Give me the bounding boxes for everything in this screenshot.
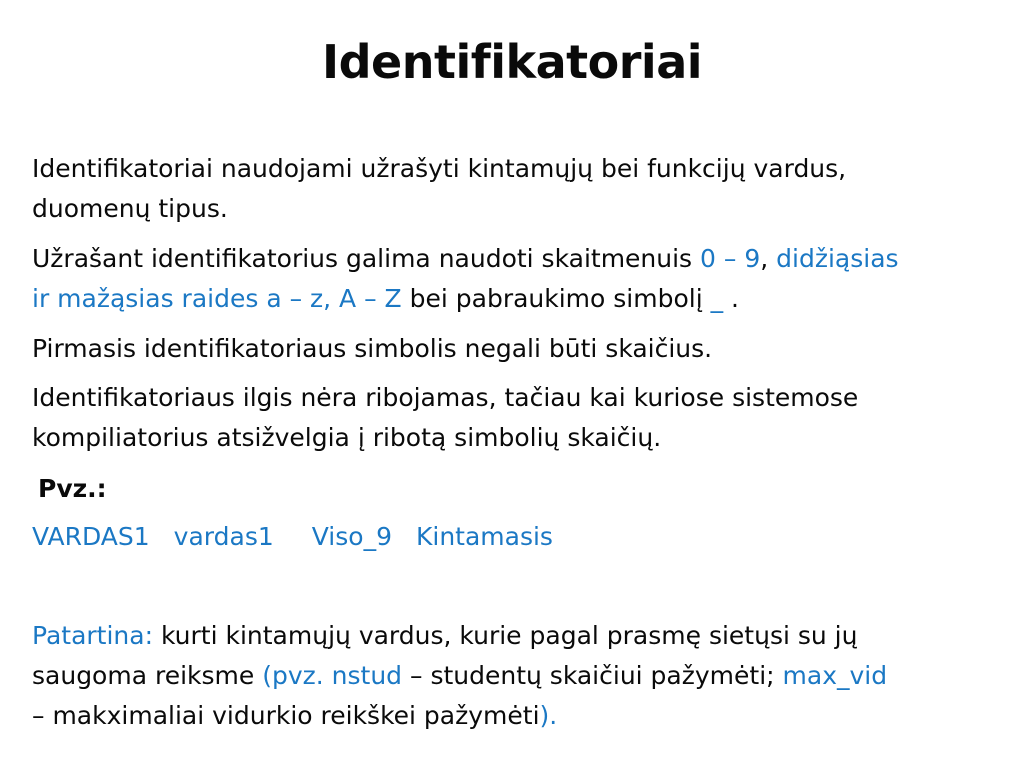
underscore-symbol: _ bbox=[710, 284, 724, 313]
paragraph-allowed-line-2 bbox=[32, 279, 992, 319]
letter-ranges: ir mažąsias raides a – z, A – Z bbox=[32, 284, 402, 313]
advice-text: – makximaliai vidurkio reikškei pažymėti bbox=[32, 701, 540, 730]
allowed-text: Užrašant identifikatorius galima naudoti skaitmenuis bbox=[32, 244, 701, 273]
example-identifier: vardas1 bbox=[173, 522, 274, 551]
paragraph-definition bbox=[32, 149, 992, 229]
paragraph-definition-line-2: duomenų tipus. bbox=[32, 194, 228, 223]
paragraph-advice bbox=[32, 616, 992, 736]
example-label: Pvz.: bbox=[38, 474, 107, 503]
advice-text: kurti kintamųjų vardus, kurie pagal prasmę sietųsi su jų bbox=[153, 621, 858, 650]
underscore-text: bei pabraukimo simbolį bbox=[401, 284, 711, 313]
paragraph-definition-line-1: Identifikatoriai naudojami užrašyti kintamųjų bei funkcijų vardus, bbox=[32, 154, 847, 183]
advice-line-1 bbox=[32, 616, 992, 656]
paragraph-first-symbol-line-1: Pirmasis identifikatoriaus simbolis negali būti skaičius. bbox=[32, 334, 713, 363]
example-identifier: Kintamasis bbox=[415, 522, 553, 551]
period: . bbox=[723, 284, 740, 313]
slide-title: Identifikatoriai bbox=[321, 35, 702, 89]
uppercase-letters: didžiąsias bbox=[776, 244, 899, 273]
advice-example-nstud: (pvz. nstud bbox=[262, 661, 403, 690]
paragraph-allowed-line-1 bbox=[32, 239, 992, 279]
paragraph-length-line-1: Identifikatoriaus ilgis nėra ribojamas, tačiau kai kuriose sistemose bbox=[32, 383, 859, 412]
example-identifier: VARDAS1 bbox=[32, 522, 150, 551]
paragraph-length bbox=[32, 378, 992, 458]
advice-text: saugoma reiksme bbox=[32, 661, 263, 690]
advice-line-3 bbox=[32, 696, 992, 736]
digits-range: 0 – 9 bbox=[700, 244, 761, 273]
advice-label: Patartina: bbox=[32, 621, 154, 650]
example-identifiers bbox=[32, 517, 992, 557]
paragraph-allowed-characters bbox=[32, 239, 992, 319]
advice-text: – studentų skaičiui pažymėti; bbox=[402, 661, 783, 690]
paragraph-first-symbol bbox=[32, 329, 992, 369]
comma: , bbox=[760, 244, 777, 273]
advice-example-max-vid: max_vid bbox=[782, 661, 888, 690]
advice-line-2 bbox=[32, 656, 992, 696]
advice-closing-paren: ). bbox=[539, 701, 558, 730]
paragraph-length-line-2: kompiliatorius atsižvelgia į ribotą simbolių skaičių. bbox=[32, 423, 662, 452]
example-identifier: Viso_9 bbox=[311, 522, 392, 551]
